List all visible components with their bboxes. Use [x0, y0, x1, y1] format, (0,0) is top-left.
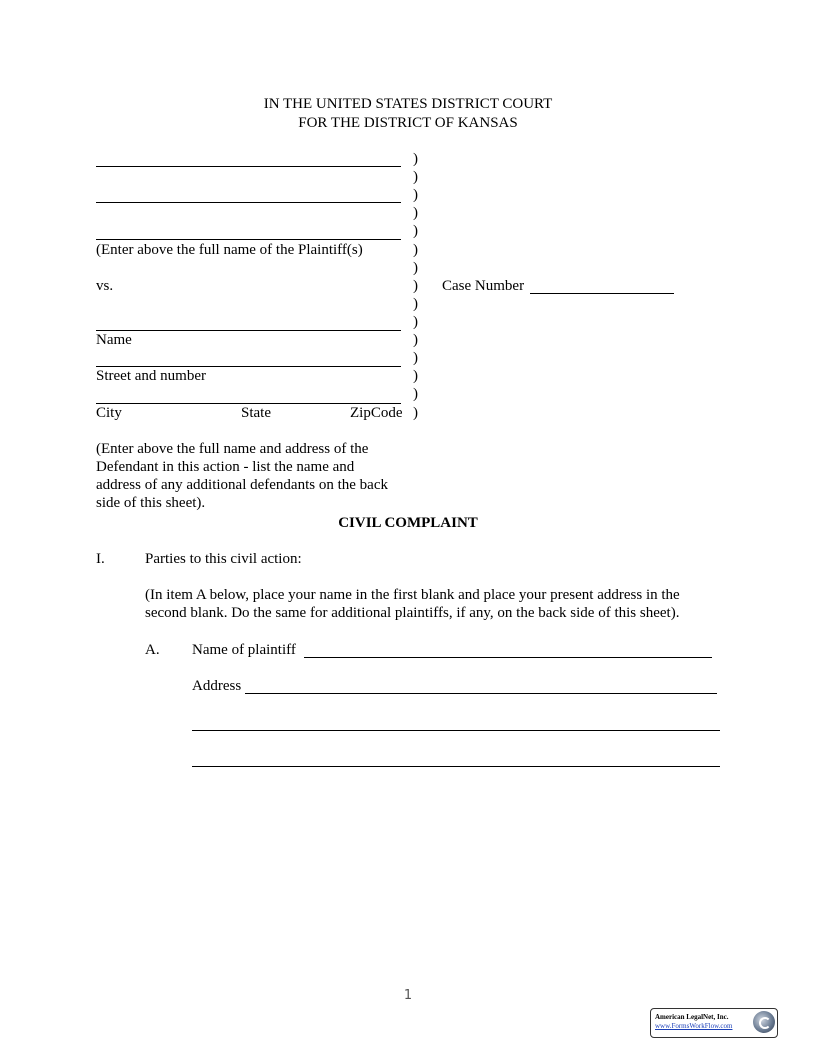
section-number: I.	[96, 551, 105, 567]
defendant-city-label: City	[96, 405, 122, 421]
caption-paren: )	[413, 296, 418, 312]
plaintiff-line-1[interactable]	[96, 166, 401, 167]
versus-label: vs.	[96, 278, 114, 294]
caption-paren: )	[413, 223, 418, 239]
caption-paren: )	[413, 242, 418, 258]
defendant-instruction-line: Defendant in this action - list the name and	[96, 459, 355, 475]
caption-paren: )	[413, 205, 418, 221]
caption-paren: )	[413, 169, 418, 185]
item-a-letter: A.	[145, 642, 160, 658]
plaintiff-name-field[interactable]	[304, 657, 712, 658]
defendant-instruction-line: (Enter above the full name and address of the	[96, 441, 369, 457]
legalnet-badge[interactable]	[650, 1008, 778, 1038]
caption-paren: )	[413, 187, 418, 203]
defendant-zip-label: ZipCode	[350, 405, 403, 421]
court-name-line1: IN THE UNITED STATES DISTRICT COURT	[263, 96, 553, 112]
caption-paren: )	[413, 350, 418, 366]
plaintiff-address-line-3[interactable]	[192, 766, 720, 767]
document-title: CIVIL COMPLAINT	[338, 515, 478, 531]
caption-paren: )	[413, 386, 418, 402]
plaintiff-name-label: Name of plaintiff	[192, 642, 296, 658]
caption-paren: )	[413, 332, 418, 348]
plaintiff-line-3[interactable]	[96, 239, 401, 240]
defendant-name-label: Name	[96, 332, 132, 348]
caption-paren: )	[413, 368, 418, 384]
globe-logo-icon	[753, 1011, 775, 1033]
caption-paren: )	[413, 151, 418, 167]
court-name-line2: FOR THE DISTRICT OF KANSAS	[298, 115, 518, 131]
case-number-label: Case Number	[442, 278, 525, 294]
defendant-state-label: State	[241, 405, 271, 421]
plaintiff-address-label: Address	[192, 678, 242, 694]
caption-paren: )	[413, 278, 418, 294]
case-number-field[interactable]	[530, 293, 674, 294]
plaintiff-instruction: (Enter above the full name of the Plaintiff(s)	[96, 242, 363, 258]
section-heading: Parties to this civil action:	[145, 551, 302, 567]
caption-paren: )	[413, 260, 418, 276]
caption-paren: )	[413, 314, 418, 330]
defendant-instruction-line: address of any additional defendants on the back	[96, 477, 388, 493]
caption-paren: )	[413, 405, 418, 421]
plaintiff-line-2[interactable]	[96, 202, 401, 203]
defendant-name-line[interactable]	[96, 330, 401, 331]
defendant-street-label: Street and number	[96, 368, 206, 384]
plaintiff-address-line-2[interactable]	[192, 730, 720, 731]
section-instruction-line: second blank. Do the same for additional plaintiffs, if any, on the back side of this sheet).	[145, 605, 680, 621]
page-number: 1	[403, 988, 413, 1003]
plaintiff-address-field[interactable]	[245, 693, 717, 694]
defendant-instruction-line: side of this sheet).	[96, 495, 206, 511]
badge-url-link[interactable]: www.FormsWorkFlow.com	[655, 1022, 733, 1030]
badge-company: American LegalNet, Inc.	[655, 1013, 729, 1021]
section-instruction-line: (In item A below, place your name in the first blank and place your present address in the	[145, 587, 680, 603]
